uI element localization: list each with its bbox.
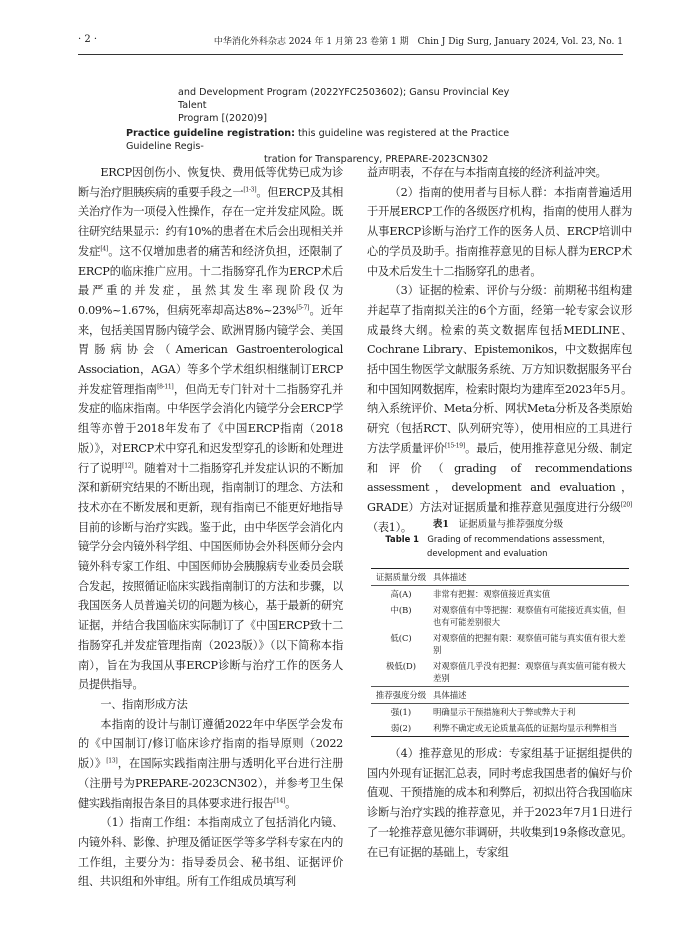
table-row: 高(A) 非常有把握：观察值接近真实值 xyxy=(390,589,551,599)
table-row: 中(B) 对观察值有中等把握：观察值有可能接近真实值，但也有可能差别很大 xyxy=(390,605,626,627)
evidence-paragraph: （3）证据的检索、评价与分级：前期秘书组构建并起草了指南拟关注的6个方面，经第一轮专家会议形成最终大纲。检索的英文数据库包括MEDLINE、Cochrane Library、Epistemonikos，中文数据库包括中国生物医学文献服务系统、万方知识数据服务平台和中国知网数据库，检索时限均为建库至2023年5月。纳入系统评价、Meta分析、网状Meta分析及各类原始研究（包括RCT、队列研究等），使用相应的工具进行方法学质量评价[15-19]。最后，使用推荐意见分级、制定和评价（grading of recommendations assessment，development and evaluation，GRADE）方法对证据质量和推荐意见强度进行分级[20]（表1）。 xyxy=(367,284,632,534)
table-caption-en: Table 1 Grading of recommendations assessment， xyxy=(385,534,611,544)
table-caption-cn: 表1 证据质量与推荐强度分级 xyxy=(432,519,564,530)
header-rule xyxy=(78,54,623,55)
left-column xyxy=(78,163,343,892)
working-group-paragraph: （1）指南工作组：本指南成立了包括消化内镜、内镜外科、影像、护理及循证医学等多学科专家在内的工作组，主要分为：指导委员会、秘书组、证据评价组、共识组和外审组。所有工作组成员填写利 xyxy=(78,816,343,889)
section-heading: 一、指南形成方法 xyxy=(100,697,188,711)
registration-statement xyxy=(126,127,546,166)
table-caption-en-cont: development and evaluation xyxy=(427,548,548,558)
table-subheader-row: 推荐强度分级 具体描述 xyxy=(371,687,629,704)
registration-label: Practice guideline registration: xyxy=(126,128,295,139)
table-caption xyxy=(367,518,629,560)
page-number: · 2 · xyxy=(78,34,98,45)
table-row: 强(1) 明确显示干预措施利大于弊或弊大于利 xyxy=(390,707,576,717)
table-row: 低(C) 对观察值的把握有限：观察值可能与真实值有很大差别 xyxy=(390,633,626,655)
continued-paragraph: 益声明表，不存在与本指南直接的经济利益冲突。 xyxy=(367,166,607,179)
methods-paragraph: 本指南的设计与制订遵循2022年中华医学会发布的《中国制订/修订临床诊疗指南的指导原则（2022版）》[13]，在国际实践指南注册与透明化平台进行注册（注册号为PREPARE-2023CN302），并参考卫生保健实践指南报告条目的具体要求进行报告[14]。 xyxy=(78,717,343,810)
target-users-paragraph: （2）指南的使用者与目标人群：本指南普遍适用于开展ERCP工作的各级医疗机构，指南的使用人群为从事ERCP诊断与治疗工作的医务人员、ERCP培训中心的学员及助手。指南推荐意见的目标人群为ERCP术中及术后发生十二指肠穿孔的患者。 xyxy=(367,185,632,278)
table-row: 极低(D) 对观察值几乎没有把握：观察值与真实值可能有极大差别 xyxy=(386,661,626,683)
table-header-row: 证据质量分级 具体描述 xyxy=(371,569,629,586)
recommendation-paragraph: （4）推荐意见的形成：专家组基于证据组提供的国内外现有证据汇总表，同时考虑我国患者的偏好与价值观、干预措施的成本和利弊后，初拟出符合我国临床诊断与治疗实践的推荐意见，并于2023年7月1日进行了一轮推荐意见德尔菲调研，共收集到19条修改意见。在已有证据的基础上，专家组 xyxy=(367,747,632,859)
registration-text: this guideline was registered at the Practice Guideline Regis- xyxy=(126,128,510,152)
funding-line: Program [(2020)9] xyxy=(178,113,268,124)
registration-text-cont: tration for Transparency, PREPARE-2023CN302 xyxy=(264,154,489,165)
right-column-bottom xyxy=(367,744,632,862)
funding-line: and Development Program (2022YFC2503602); Gansu Provincial Key Talent xyxy=(178,87,510,111)
grade-table xyxy=(371,568,629,737)
right-column-top xyxy=(367,163,632,537)
intro-paragraph: ERCP因创伤小、恢复快、费用低等优势已成为诊断与治疗胆胰疾病的重要手段之一[1-3]。但ERCP及其相关治疗作为一项侵入性操作，存在一定并发症风险。既往研究结果显示：约有10%的患者在术后会出现相关并发症[4]。这不仅增加患者的痛苦和经济负担，还限制了ERCP的临床推广应用。十二指肠穿孔作为ERCP术后最严重的并发症，虽然其发生率现阶段仅为0.09%~1.67%，但病死率却高达8%~23%[5-7]。近年来，包括美国胃肠内镜学会、欧洲胃肠内镜学会、美国胃肠病协会（American Gastroenterological Association，AGA）等多个学术组织相继制订ERCP并发症管理指南[8-11]，但尚无专门针对十二指肠穿孔并发症的临床指南。中华医学会消化内镜学分会ERCP学组等亦曾于2018年发布了《中国ERCP指南（2018版）》，对ERCP术中穿孔和迟发型穿孔的诊断和处理进行了说明[12]。随着对十二指肠穿孔并发症认识的不断加深和新研究结果的不断出现，指南制订的理念、方法和技术亦在不断发展和更新，现有指南已不能更好地指导目前的诊断与治疗实践。鉴于此，由中华医学会消化内镜学分会内镜外科学组、中国医师协会外科医师分会内镜外科专家工作组、中国医师协会胰腺病专业委员会联合发起，按照循证临床实践指南制订的方法和步骤，以我国医务人员普遍关切的问题为核心，基于最新的研究证据，并结合我国临床实际制订了《中国ERCP致十二指肠穿孔并发症管理指南（2023版）》（以下简称本指南），旨在为我国从事ERCP诊断与治疗工作的医务人员提供指导。 xyxy=(78,166,344,692)
journal-citation: 中华消化外科杂志 2024 年 1 月第 23 卷第 1 期 Chin J Dig Surg, January 2024, Vol. 23, No. 1 xyxy=(213,37,623,47)
funding-statement xyxy=(178,86,538,125)
table-row: 弱(2) 利弊不确定或无论质量高低的证据均显示利弊相当 xyxy=(371,720,629,737)
running-header xyxy=(78,34,623,52)
